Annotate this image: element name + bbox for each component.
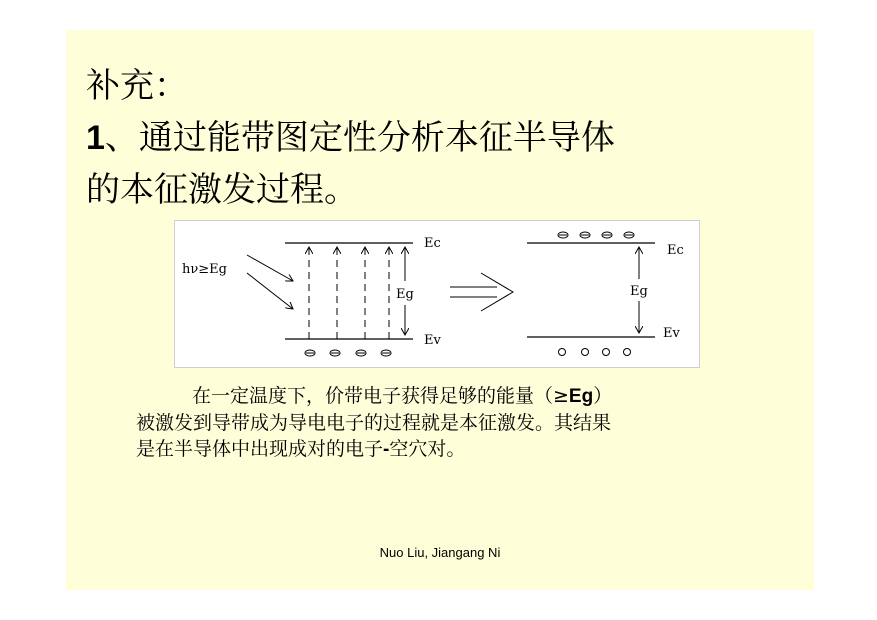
left-ev-label: Ev <box>424 333 441 348</box>
title-line-2 <box>86 112 615 164</box>
body-paragraph <box>136 383 776 463</box>
left-ec-label: Ec <box>424 236 441 251</box>
body-line-2: 被激发到导带成为导电电子的过程就是本征激发。其结果 <box>136 412 612 434</box>
body-line-1-end: ） <box>593 385 613 407</box>
photon-energy-label: hν≥Eg <box>182 262 227 277</box>
body-line-3-end: 空穴对。 <box>389 438 466 460</box>
valence-electrons <box>305 350 391 356</box>
band-diagram-svg <box>175 221 699 367</box>
right-ev-label: Ev <box>663 326 680 341</box>
conduction-electrons <box>558 232 634 238</box>
right-ec-label: Ec <box>667 243 684 258</box>
slide-title <box>86 60 615 216</box>
body-line-3 <box>136 436 776 463</box>
body-line-1 <box>136 383 776 410</box>
slide-footer: Nuo Liu, Jiangang Ni <box>379 545 501 560</box>
title-number: 1 <box>86 119 105 157</box>
transition-arrow <box>450 273 513 311</box>
hole <box>582 349 589 356</box>
right-eg-label: Eg <box>630 284 648 299</box>
body-line-1-text: 在一定温度下，价带电子获得足够的能量（≥ <box>192 385 569 407</box>
photon-arrow-1 <box>247 255 293 281</box>
body-line-3-bold: - <box>383 439 390 460</box>
photon-arrow-2 <box>247 273 293 309</box>
band-diagram-figure <box>174 220 700 368</box>
hole <box>559 349 566 356</box>
left-eg-label: Eg <box>396 287 414 302</box>
slide <box>66 30 814 590</box>
hole <box>624 349 631 356</box>
body-line-3-text: 是在半导体中出现成对的电子 <box>136 438 384 460</box>
valence-holes <box>559 349 631 356</box>
title-line-1: 补充： <box>86 66 188 106</box>
title-line-2-text: 、通过能带图定性分析本征半导体 <box>104 118 615 158</box>
hole <box>603 349 610 356</box>
title-line-3: 的本征激发过程。 <box>86 170 358 210</box>
body-line-1-bold: Eg <box>568 386 594 407</box>
